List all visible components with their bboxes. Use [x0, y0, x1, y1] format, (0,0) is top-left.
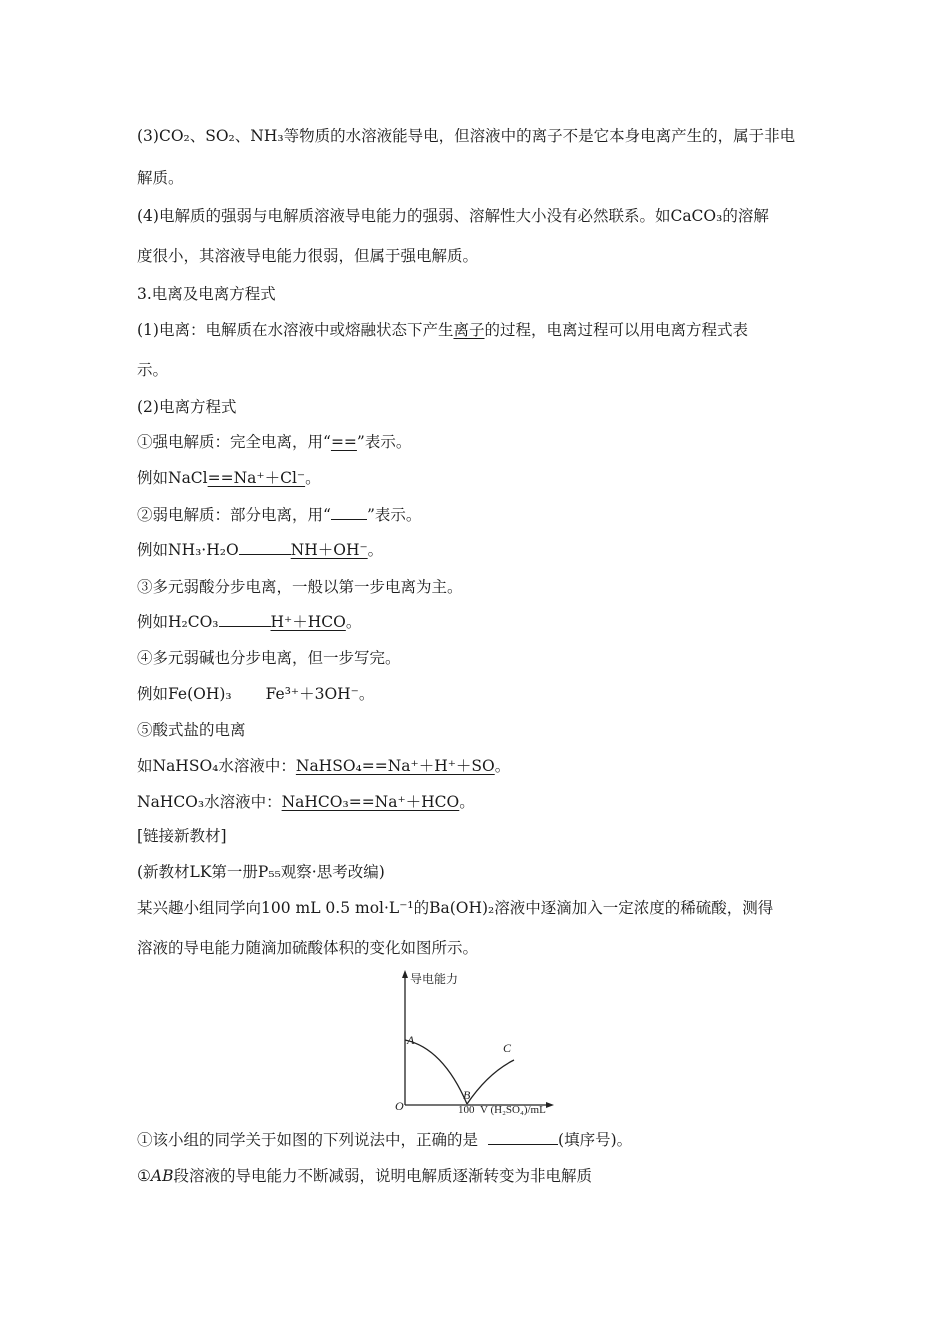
text-segment: ②弱电解质：部分电离，用“	[137, 506, 331, 524]
text-segment: ①	[137, 1167, 151, 1185]
x-axis-label: V (H₂SO₄)/mL	[480, 1104, 546, 1116]
text-line: (2)电离方程式	[137, 398, 237, 416]
answer-underlined: NaHSO₄==Na⁺＋H⁺＋SO	[295, 757, 495, 775]
curve-bc	[467, 1060, 514, 1104]
answer-underlined: ==Na⁺＋Cl⁻	[207, 469, 306, 487]
point-c-label: C	[503, 1041, 512, 1055]
text-line: 某兴趣小组同学向100 mL 0.5 mol·L⁻¹的Ba(OH)₂溶液中逐滴加入一定浓度的稀硫酸，测得	[137, 899, 774, 917]
curve-ab	[405, 1040, 467, 1104]
text-segment: 例如NaCl	[137, 469, 208, 487]
answer-blank	[219, 612, 271, 627]
text-segment: Fe³⁺＋3OH⁻。	[265, 685, 375, 703]
answer-blank	[488, 1130, 558, 1145]
text-segment: 。	[305, 469, 321, 487]
text-segment: ”表示。	[356, 433, 412, 451]
text-line: 示。	[137, 361, 169, 379]
text-line	[137, 756, 510, 776]
text-segment: (填序号)。	[558, 1131, 633, 1149]
text-line	[137, 612, 361, 632]
origin-label: O	[395, 1099, 404, 1113]
text-line	[137, 684, 374, 704]
text-line: 解质。	[137, 169, 184, 187]
text-segment: (1)电离：电解质在水溶液中或熔融状态下产生	[137, 321, 454, 339]
text-segment: 。	[345, 613, 362, 631]
text-line	[137, 1130, 632, 1150]
text-segment: AB	[150, 1167, 174, 1185]
text-line	[137, 1166, 592, 1186]
y-axis-label: 导电能力	[410, 972, 459, 986]
text-segment: 如NaHSO₄水溶液中：	[137, 757, 296, 775]
text-segment: ”表示。	[366, 506, 422, 524]
section-heading: 3.电离及电离方程式	[137, 285, 276, 303]
x-tick-label: 100	[458, 1104, 475, 1116]
answer-underlined: H⁺＋HCO	[270, 613, 346, 631]
text-segment: ①强电解质：完全电离，用“	[137, 433, 331, 451]
text-line	[137, 505, 421, 525]
text-segment: ①该小组的同学关于如图的下列说法中，正确的是	[137, 1131, 479, 1149]
text-segment: 例如Fe(OH)₃	[137, 685, 232, 703]
text-segment: 。	[494, 757, 511, 775]
text-line: [链接新教材]	[137, 827, 227, 845]
answer-underlined: NH＋OH⁻	[290, 541, 368, 559]
text-segment: 的过程，电离过程可以用电离方程式表	[484, 321, 748, 339]
answer-blank	[331, 505, 367, 520]
text-line	[137, 320, 748, 340]
text-line: ④多元弱碱也分步电离，但一步写完。	[137, 649, 401, 667]
answer-underlined: ==	[330, 433, 357, 451]
text-segment: 。	[459, 793, 475, 811]
text-segment: NaHCO₃水溶液中：	[137, 793, 282, 811]
y-axis-arrow	[402, 970, 408, 978]
answer-underlined: NaHCO₃==Na⁺＋HCO	[281, 793, 460, 811]
text-line	[137, 792, 475, 812]
text-line	[137, 540, 383, 560]
point-a-label: A	[407, 1033, 415, 1047]
point-b-label: B	[463, 1088, 471, 1102]
text-line: 溶液的导电能力随滴加硫酸体积的变化如图所示。	[137, 939, 479, 957]
text-segment: 段溶液的导电能力不断减弱，说明电解质逐渐转变为非电解质	[173, 1167, 593, 1185]
text-segment: 。	[367, 541, 384, 559]
text-segment: 例如NH₃·H₂O	[137, 541, 239, 559]
text-line: (4)电解质的强弱与电解质溶液导电能力的强弱、溶解性大小没有必然联系。如CaCO₃的溶解	[137, 207, 769, 225]
answer-blank	[239, 540, 291, 555]
text-line	[137, 468, 321, 488]
x-axis-arrow	[546, 1102, 554, 1108]
answer-underlined: 离子	[453, 321, 485, 339]
text-line: (3)CO₂、SO₂、NH₃等物质的水溶液能导电，但溶液中的离子不是它本身电离产生的，属于非电	[137, 127, 796, 145]
text-line: 度很小，其溶液导电能力很弱，但属于强电解质。	[137, 247, 479, 265]
text-line: ⑤酸式盐的电离	[137, 721, 246, 739]
text-line: (新教材LK第一册P₅₅观察·思考改编)	[137, 863, 385, 881]
text-segment: 例如H₂CO₃	[137, 613, 219, 631]
conductivity-figure	[388, 968, 568, 1118]
text-line	[137, 432, 411, 452]
text-line: ③多元弱酸分步电离，一般以第一步电离为主。	[137, 578, 463, 596]
